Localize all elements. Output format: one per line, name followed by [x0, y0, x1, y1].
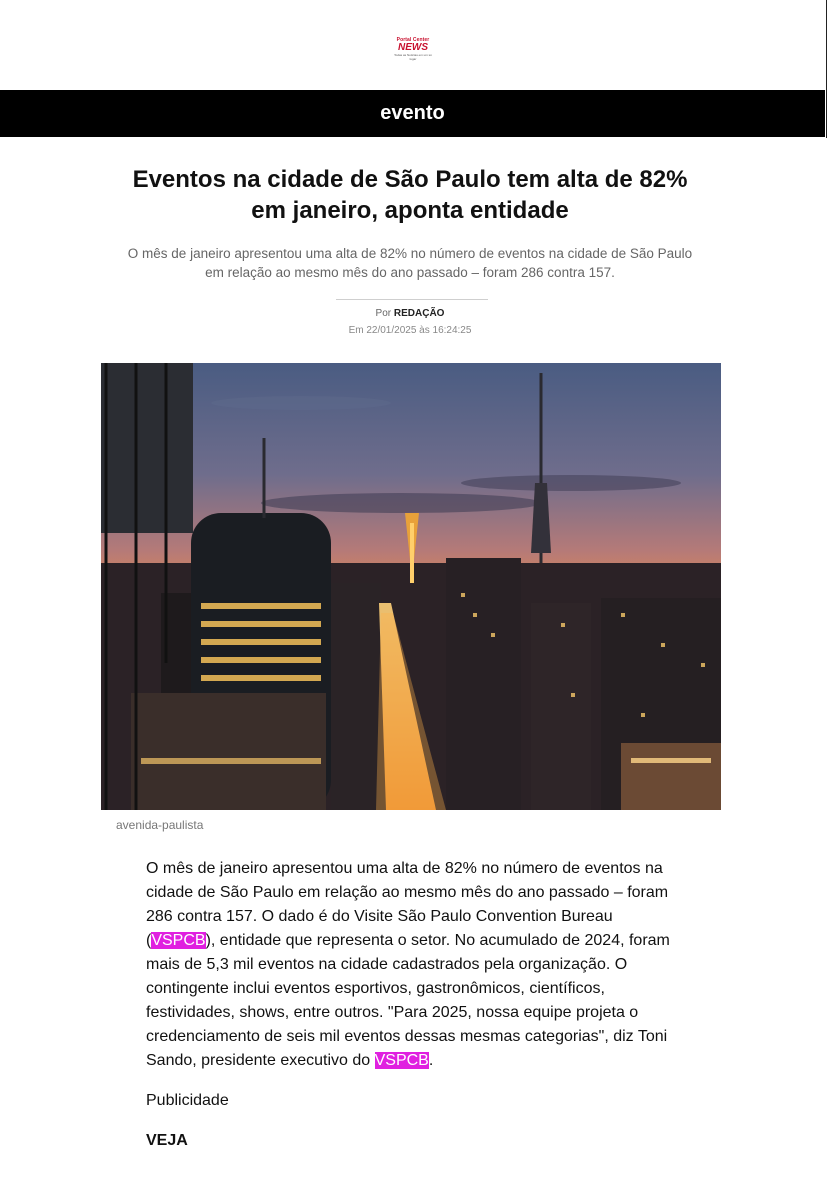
- byline: [300, 308, 520, 320]
- article-subtitle: O mês de janeiro apresentou uma alta de 82% no número de eventos na cidade de São Paulo em relação ao mesmo mês do ano passado – foram 286 contra 157.: [127, 246, 693, 280]
- body-text-part-2: ), entidade que representa o setor. No acumulado de 2024, foram mais de 5,3 mil eventos na cidade cadastrados pela organização. O contingente inclui eventos esportivos, gastronômicos, científicos, festividades, shows, entre outros. "Para 2025, nossa equipe projeta o credenciamento de seis mil eventos dessas mesmas categorias", diz Toni Sando, presidente executivo do: [146, 932, 670, 1069]
- byline-prefix: Por: [375, 308, 392, 319]
- logo-line-3: Todas as Notícias em um só lugar: [394, 53, 432, 61]
- see-also-heading: VEJA: [146, 1132, 188, 1149]
- site-logo[interactable]: [393, 37, 433, 59]
- hero-image: [101, 363, 721, 810]
- logo-line-1: Portal Center: [396, 37, 430, 43]
- advert-label: Publicidade: [146, 1092, 229, 1109]
- article-body: [146, 857, 676, 1073]
- vspcb-link[interactable]: VSPCB: [151, 932, 206, 949]
- body-text-part-1: O mês de janeiro apresentou uma alta de 82% no número de eventos na cidade de São Paulo em relação ao mesmo mês do ano passado – foram 286 contra 157. O dado é do Visite São Paulo Convention Bureau (: [146, 860, 669, 949]
- category-label[interactable]: evento: [380, 102, 445, 124]
- byline-divider: [336, 299, 488, 300]
- article-headline: Eventos na cidade de São Paulo tem alta de 82% em janeiro, aponta entidade: [132, 166, 688, 224]
- publish-date: Em 22/01/2025 às 16:24:25: [348, 325, 472, 336]
- byline-author: REDAÇÃO: [393, 308, 445, 319]
- logo-line-2: NEWS: [398, 42, 428, 53]
- category-bar: [0, 90, 825, 137]
- vspcb-link[interactable]: VSPCB: [374, 1052, 429, 1069]
- body-text-part-3: .: [428, 1052, 434, 1069]
- image-caption: avenida-paulista: [116, 818, 204, 832]
